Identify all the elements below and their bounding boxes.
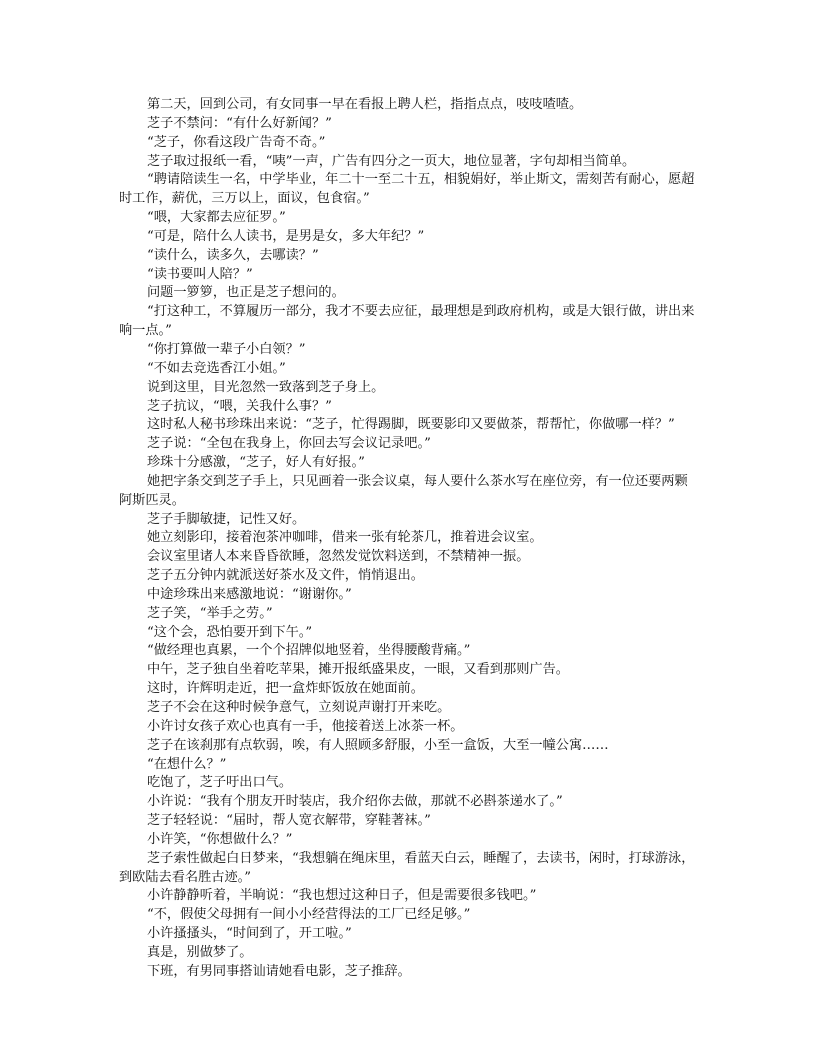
paragraph: 吃饱了，芝子吁出口气。	[147, 775, 293, 791]
paragraph: 芝子索性做起白日梦来，“我想躺在绳床里，看蓝天白云，睡醒了，去读书，闲时，打球游泳，到欧陆去看名胜古迹。”	[119, 850, 695, 885]
paragraph: 问题一箩箩，也正是芝子想问的。	[147, 285, 345, 301]
paragraph: 芝子手脚敏捷，记性又好。	[147, 511, 306, 527]
paragraph: 芝子取过报纸一看，“咦”一声，广告有四分之一页大，地位显著，字句却相当简单。	[147, 153, 636, 169]
paragraph: 珍珠十分感激，“芝子，好人有好报。”	[147, 455, 365, 471]
paragraph: 芝子不禁问：“有什么好新闻？”	[147, 115, 332, 131]
paragraph: “读书要叫人陪？”	[147, 266, 253, 282]
paragraph: “不，假使父母拥有一间小小经营得法的工厂已经足够。”	[147, 907, 471, 923]
paragraph: “可是，陪什么人读书，是男是女，多大年纪？”	[147, 228, 425, 244]
paragraph: “喂，大家都去应征罗。”	[147, 210, 286, 226]
paragraph: 会议室里诸人本来昏昏欲睡，忽然发觉饮料送到，不禁精神一振。	[147, 549, 530, 565]
paragraph: 小许搔搔头，“时间到了，开工啦。”	[147, 926, 352, 942]
paragraph: “芝子，你看这段广告奇不奇。”	[147, 134, 326, 150]
paragraph: 芝子轻轻说：“届时，帮人宽衣解带，穿鞋著袜。”	[147, 813, 431, 829]
paragraph: 中途珍珠出来感激地说：“谢谢你。”	[147, 586, 352, 602]
paragraph: 小许说：“我有个朋友开时装店，我介绍你去做，那就不必斟茶递水了。”	[147, 794, 563, 810]
paragraph: 小许讨女孩子欢心也真有一手，他接着送上冰茶一杯。	[147, 718, 464, 734]
paragraph: 中午，芝子独自坐着吃苹果，摊开报纸盛果皮，一眼，又看到那则广告。	[147, 662, 569, 678]
paragraph: 她立刻影印，接着泡茶冲咖啡，借来一张有轮茶几，推着进会议室。	[147, 530, 543, 546]
paragraph: “读什么，读多久，去哪读？”	[147, 247, 319, 263]
paragraph: 芝子说：“全包在我身上，你回去写会议记录吧。”	[147, 436, 431, 452]
paragraph: 芝子五分钟内就派送好茶水及文件，悄悄退出。	[147, 568, 424, 584]
paragraph: 小许静静听着，半晌说：“我也想过这种日子，但是需要很多钱吧。”	[147, 888, 537, 904]
paragraph: “你打算做一辈子小白领？”	[147, 341, 306, 357]
paragraph: 真是，别做梦了。	[147, 944, 253, 960]
paragraph: 芝子抗议，“喂，关我什么事？”	[147, 398, 332, 414]
paragraph: 第二天，回到公司，有女同事一早在看报上聘人栏，指指点点，吱吱喳喳。	[147, 97, 583, 112]
paragraph: “在想什么？”	[147, 756, 227, 772]
paragraph: “这个会，恐怕要开到下午。”	[147, 624, 313, 640]
paragraph: “打这种工，不算履历一部分，我才不要去应征，最理想是到政府机构，或是大银行做，讲出来响一点。”	[119, 304, 695, 339]
paragraph: 下班，有男同事搭讪请她看电影，芝子推辞。	[147, 963, 411, 979]
paragraph: “聘请陪读生一名，中学毕业，年二十一至二十五，相貌娟好，举止斯文，需刻苦有耐心，愿超时工作，薪优，三万以上，面议，包食宿。”	[119, 172, 695, 207]
paragraph: 这时，许辉明走近，把一盒炸虾饭放在她面前。	[147, 681, 424, 697]
paragraph: 芝子笑，“举手之劳。”	[147, 605, 273, 621]
paragraph: 她把字条交到芝子手上，只见画着一张会议桌，每人要什么茶水写在座位旁，有一位还要两颗阿斯匹灵。	[119, 473, 688, 508]
paragraph: 芝子不会在这种时候争意气，立刻说声谢打开来吃。	[147, 700, 451, 715]
paragraph: 芝子在该刹那有点软弱，唉，有人照顾多舒服，小至一盒饭，大至一幢公寓……	[147, 737, 609, 753]
paragraph: 小许笑，“你想做什么？”	[147, 831, 293, 847]
paragraph: “不如去竞选香江小姐。”	[147, 360, 286, 376]
paragraph: 这时私人秘书珍珠出来说：“芝子，忙得踢脚，既要影印又要做茶，帮帮忙，你做哪一样？”	[147, 417, 675, 433]
paragraph: “做经理也真累，一个个招牌似地竖着，坐得腰酸背痛。”	[147, 643, 471, 659]
paragraph: 说到这里，目光忽然一致落到芝子身上。	[147, 379, 385, 395]
story-text	[119, 96, 697, 982]
